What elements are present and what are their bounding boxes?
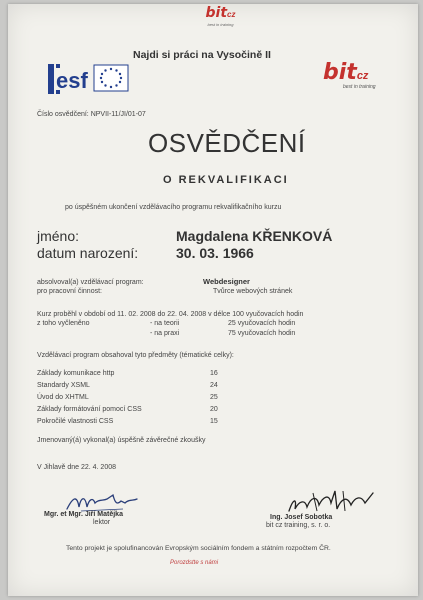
subject-name: Standardy XSML <box>37 382 90 389</box>
director-company: bit cz training, s. r. o. <box>266 522 331 529</box>
lector-name: Mgr. et Mgr. Jiří Matějka <box>44 511 123 518</box>
work-activity-label: pro pracovní činnost: <box>37 288 102 295</box>
course-period: Kurz proběhl v období od 11. 02. 2008 do 22. 04. 2008 v délce 100 vyučovacích hodin <box>37 311 304 318</box>
certificate-paper <box>8 4 418 596</box>
subject-hours: 24 <box>210 382 218 389</box>
name-label: jméno: <box>37 228 80 244</box>
subject-hours: 25 <box>210 394 218 401</box>
director-name: Ing. Josef Sobotka <box>270 514 333 521</box>
name-value: Magdalena KŘENKOVÁ <box>176 228 333 244</box>
footer-motto: Porozdstte s námi <box>170 560 219 566</box>
subject-name: Úvod do XHTML <box>37 394 89 401</box>
certificate-number: Číslo osvědčení: NPVII-11/JI/01-07 <box>37 111 146 118</box>
work-activity-value: Tvůrce webových stránek <box>213 288 293 295</box>
project-title: Najdi si práci na Vysočině II <box>133 49 271 61</box>
subject-hours: 20 <box>210 406 218 413</box>
funding-statement: Tento projekt je spolufinancován Evropským sociálním fondem a státním rozpočtem ČR. <box>66 545 331 552</box>
esf-logo-text: esf <box>56 68 88 93</box>
program-label: absolvoval(a) vzdělávací program: <box>37 279 144 286</box>
practice-hours: 75 vyučovacích hodin <box>228 330 296 337</box>
subject-name: Základy komunikace http <box>37 370 115 377</box>
certificate-subtitle: O REKVALIFIKACI <box>163 174 289 186</box>
subjects-intro: Vzdělávací program obsahoval tyto předměty (tématické celky): <box>37 352 234 359</box>
place-and-date: V Jihlavě dne 22. 4. 2008 <box>37 464 117 471</box>
esf-logo <box>48 64 132 94</box>
subject-name: Základy formátování pomocí CSS <box>37 406 142 413</box>
right-bit-logo: bitcz best in training <box>323 60 376 90</box>
theory-label: - na teorii <box>150 320 180 327</box>
lector-role: lektor <box>93 519 111 526</box>
hours-split-label: z toho vyčleněno <box>37 320 90 327</box>
director-signature <box>283 489 383 515</box>
top-bit-logo: bitcz best in training <box>205 5 236 27</box>
theory-hours: 25 vyučovacích hodin <box>228 320 296 327</box>
birth-date-value: 30. 03. 1966 <box>176 245 254 261</box>
subject-hours: 15 <box>210 418 218 425</box>
subject-hours: 16 <box>210 370 218 377</box>
intro-text: po úspěšném ukončení vzdělávacího programu rekvalifikačního kurzu <box>65 204 282 211</box>
birth-date-label: datum narození: <box>37 245 139 261</box>
practice-label: - na praxi <box>150 330 180 337</box>
exam-statement: Jmenovaný(á) vykonal(a) úspěšně závěrečné zkoušky <box>37 437 206 444</box>
certificate-title: OSVĚDČENÍ <box>148 128 306 158</box>
program-name: Webdesigner <box>203 277 250 286</box>
signature-icon <box>283 489 383 515</box>
subject-name: Pokročilé vlastnosti CSS <box>37 418 114 425</box>
esf-eu-flag-icon <box>48 64 132 94</box>
